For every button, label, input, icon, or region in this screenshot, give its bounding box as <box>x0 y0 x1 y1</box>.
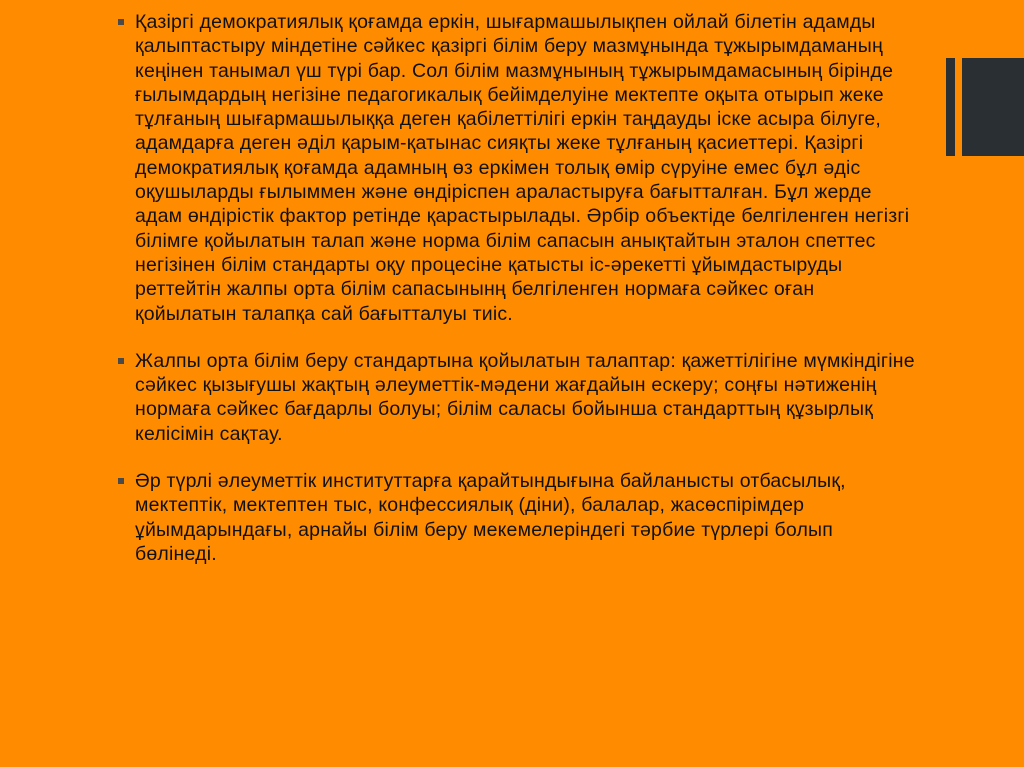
slide-content <box>118 10 918 566</box>
bullet-paragraph-1 <box>118 10 918 326</box>
bullet-paragraph-3 <box>118 469 918 566</box>
paragraph-text: Қазіргі демократиялық қоғамда еркін, шығармашылықпен ойлай білетін адамды қалыптастыру міндетіне сәйкес қазіргі білім беру мазмұнында тұжырымдаманың кеңінен танымал үш түрі бар. Сол білім мазмұнының тұжырымдамасының бірінде ғылымдардың негізіне педагогикалық бейімделуіне мектепте оқыта отырып жеке тұлғаның шығармашылыққа деген қабілеттілігі еркін таңдауды іске асыра білуге, адамдарға деген әділ қарым-қатынас сияқты жеке тұлғаның қасиеттері. Қазіргі демократиялық қоғамда адамның өз еркімен толық өмір сүруіне емес бұл әдіс оқушыларды ғылыммен және өндіріспен араластыруға бағытталған. Бұл жерде адам өндірістік фактор ретінде қарастырылады. Әрбір объектіде белгіленген негізгі білімге қойылатын талап және норма білім сапасын анықтайтын эталон спеттес негізінен білім стандарты оқу процесіне қатысты іс-әрекетті ұйымдастыруды реттейтін жалпы орта білім сапасынынң белгіленген нормаға сәйкес оған қойылатын талапқа сай бағытталуы тиіс. <box>135 11 910 325</box>
square-bullet-icon <box>118 358 124 364</box>
square-bullet-icon <box>118 478 124 484</box>
logo-bar-thin <box>946 58 955 156</box>
vertical-bars-logo-icon <box>946 58 1024 156</box>
paragraph-text: Жалпы орта білім беру стандартына қойылатын талаптар: қажеттілігіне мүмкіндігіне сәйкес қызығушы жақтың әлеуметтік-мәдени жағдайын ескеру; соңғы нәтиженің нормаға сәйкес бағдарлы болуы; білім саласы бойынша стандарттың құзырлық келісімін сақтау. <box>135 349 915 445</box>
logo-bar-thick <box>962 58 1024 156</box>
bullet-paragraph-2 <box>118 349 918 446</box>
square-bullet-icon <box>118 19 124 25</box>
paragraph-text: Әр түрлі әлеуметтік институттарға қарайтындығына байланысты отбасылық, мектептік, мектептен тыс, конфессиялық (діни), балалар, жасөспірімдер ұйымдарындағы, арнайы білім беру мекемелеріндегі тәрбие түрлері болып бөлінеді. <box>135 470 846 565</box>
